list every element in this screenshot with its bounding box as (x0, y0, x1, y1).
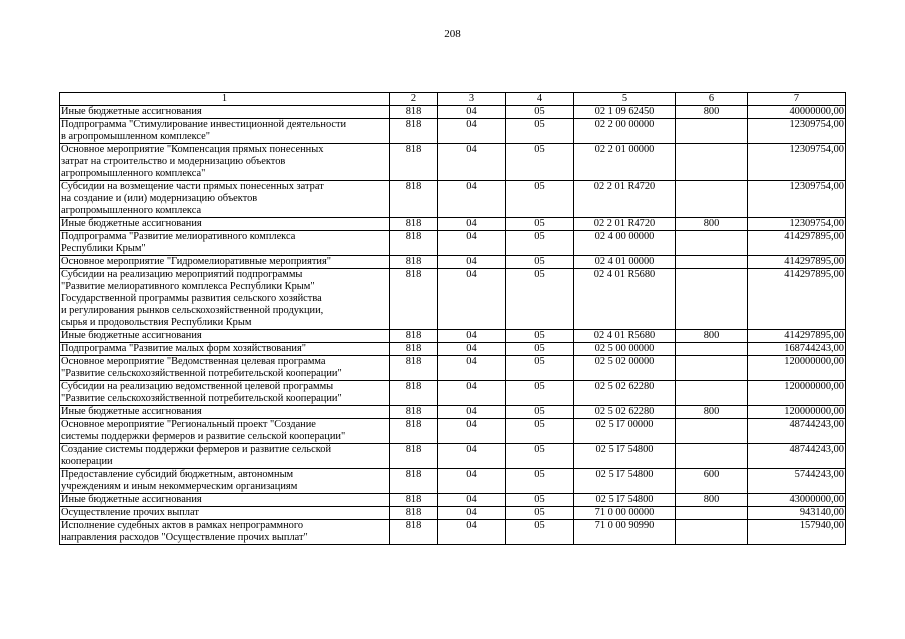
cell-target-article: 02 4 01 00000 (574, 256, 676, 269)
cell-section: 04 (438, 494, 506, 507)
cell-expense-type (676, 343, 748, 356)
cell-subsection: 05 (506, 419, 574, 444)
cell-subsection: 05 (506, 356, 574, 381)
cell-ministry-code: 818 (390, 494, 438, 507)
cell-subsection: 05 (506, 444, 574, 469)
cell-amount: 12309754,00 (748, 144, 846, 181)
cell-ministry-code: 818 (390, 444, 438, 469)
cell-ministry-code: 818 (390, 181, 438, 218)
cell-section: 04 (438, 419, 506, 444)
cell-expense-type (676, 419, 748, 444)
cell-name: Подпрограмма "Развитие мелиоративного комплекса Республики Крым" (60, 231, 390, 256)
cell-expense-type (676, 256, 748, 269)
cell-amount: 414297895,00 (748, 256, 846, 269)
cell-subsection: 05 (506, 218, 574, 231)
cell-amount: 943140,00 (748, 507, 846, 520)
cell-name: Иные бюджетные ассигнования (60, 106, 390, 119)
cell-target-article: 02 5 I7 00000 (574, 419, 676, 444)
cell-subsection: 05 (506, 119, 574, 144)
table-row (60, 269, 846, 330)
cell-target-article: 02 2 01 R4720 (574, 218, 676, 231)
cell-subsection: 05 (506, 381, 574, 406)
cell-expense-type (676, 381, 748, 406)
table-row (60, 469, 846, 494)
column-header-5: 5 (574, 93, 676, 106)
cell-target-article: 02 2 01 R4720 (574, 181, 676, 218)
column-header-1: 1 (60, 93, 390, 106)
cell-amount: 48744243,00 (748, 419, 846, 444)
cell-amount: 157940,00 (748, 520, 846, 545)
cell-name: Исполнение судебных актов в рамках непрограммного направления расходов "Осуществление прочих выплат" (60, 520, 390, 545)
column-header-3: 3 (438, 93, 506, 106)
table-row (60, 106, 846, 119)
cell-section: 04 (438, 381, 506, 406)
cell-section: 04 (438, 119, 506, 144)
table-row (60, 494, 846, 507)
cell-expense-type: 600 (676, 469, 748, 494)
cell-subsection: 05 (506, 330, 574, 343)
cell-target-article: 02 5 02 00000 (574, 356, 676, 381)
cell-name: Подпрограмма "Развитие малых форм хозяйствования" (60, 343, 390, 356)
cell-ministry-code: 818 (390, 269, 438, 330)
table-row (60, 181, 846, 218)
cell-amount: 414297895,00 (748, 231, 846, 256)
cell-ministry-code: 818 (390, 330, 438, 343)
cell-amount: 120000000,00 (748, 356, 846, 381)
cell-section: 04 (438, 231, 506, 256)
column-header-2: 2 (390, 93, 438, 106)
column-header-6: 6 (676, 93, 748, 106)
cell-target-article: 02 5 I7 54800 (574, 494, 676, 507)
cell-amount: 414297895,00 (748, 330, 846, 343)
table-row (60, 381, 846, 406)
table-row (60, 406, 846, 419)
cell-section: 04 (438, 469, 506, 494)
cell-ministry-code: 818 (390, 419, 438, 444)
cell-ministry-code: 818 (390, 469, 438, 494)
cell-section: 04 (438, 356, 506, 381)
cell-target-article: 02 4 01 R5680 (574, 269, 676, 330)
cell-amount: 12309754,00 (748, 119, 846, 144)
cell-name: Иные бюджетные ассигнования (60, 330, 390, 343)
cell-target-article: 02 5 00 00000 (574, 343, 676, 356)
cell-target-article: 02 2 00 00000 (574, 119, 676, 144)
cell-section: 04 (438, 218, 506, 231)
cell-section: 04 (438, 330, 506, 343)
cell-expense-type: 800 (676, 106, 748, 119)
cell-section: 04 (438, 181, 506, 218)
cell-expense-type (676, 144, 748, 181)
table-body (60, 106, 846, 545)
cell-target-article: 71 0 00 90990 (574, 520, 676, 545)
cell-name: Создание системы поддержки фермеров и развитие сельской кооперации (60, 444, 390, 469)
column-header-7: 7 (748, 93, 846, 106)
cell-ministry-code: 818 (390, 119, 438, 144)
cell-ministry-code: 818 (390, 520, 438, 545)
cell-section: 04 (438, 106, 506, 119)
cell-section: 04 (438, 520, 506, 545)
cell-amount: 40000000,00 (748, 106, 846, 119)
table-row (60, 444, 846, 469)
cell-amount: 12309754,00 (748, 181, 846, 218)
cell-ministry-code: 818 (390, 406, 438, 419)
cell-name: Субсидии на возмещение части прямых понесенных затрат на создание и (или) модернизацию объектов агропромышленного комплекса (60, 181, 390, 218)
table-row (60, 507, 846, 520)
cell-target-article: 02 5 02 62280 (574, 381, 676, 406)
cell-subsection: 05 (506, 144, 574, 181)
cell-amount: 43000000,00 (748, 494, 846, 507)
cell-name: Иные бюджетные ассигнования (60, 218, 390, 231)
cell-amount: 168744243,00 (748, 343, 846, 356)
cell-subsection: 05 (506, 231, 574, 256)
page-number: 208 (444, 28, 461, 40)
cell-target-article: 02 2 01 00000 (574, 144, 676, 181)
cell-name: Субсидии на реализацию мероприятий подпрограммы "Развитие мелиоративного комплекса Республики Крым" Государственной программы развития сельского хозяйства и регулирования рынков сельскохозяйственной продукции, сырья и продовольствия Республики Крым (60, 269, 390, 330)
cell-expense-type (676, 231, 748, 256)
cell-subsection: 05 (506, 507, 574, 520)
cell-expense-type (676, 507, 748, 520)
table-row (60, 218, 846, 231)
cell-name: Основное мероприятие "Гидромелиоративные мероприятия" (60, 256, 390, 269)
cell-section: 04 (438, 144, 506, 181)
cell-subsection: 05 (506, 181, 574, 218)
cell-expense-type (676, 119, 748, 144)
cell-expense-type: 800 (676, 218, 748, 231)
cell-section: 04 (438, 256, 506, 269)
cell-expense-type: 800 (676, 494, 748, 507)
budget-table (59, 92, 846, 545)
cell-subsection: 05 (506, 269, 574, 330)
table-row (60, 356, 846, 381)
cell-ministry-code: 818 (390, 231, 438, 256)
cell-subsection: 05 (506, 520, 574, 545)
cell-amount: 120000000,00 (748, 381, 846, 406)
column-header-4: 4 (506, 93, 574, 106)
cell-ministry-code: 818 (390, 106, 438, 119)
cell-amount: 48744243,00 (748, 444, 846, 469)
cell-target-article: 71 0 00 00000 (574, 507, 676, 520)
cell-name: Осуществление прочих выплат (60, 507, 390, 520)
cell-amount: 12309754,00 (748, 218, 846, 231)
cell-target-article: 02 4 00 00000 (574, 231, 676, 256)
cell-expense-type (676, 356, 748, 381)
cell-ministry-code: 818 (390, 381, 438, 406)
header-row (60, 93, 846, 106)
cell-expense-type (676, 520, 748, 545)
table-row (60, 231, 846, 256)
table-row (60, 256, 846, 269)
cell-subsection: 05 (506, 406, 574, 419)
cell-ministry-code: 818 (390, 218, 438, 231)
cell-section: 04 (438, 444, 506, 469)
cell-target-article: 02 5 02 62280 (574, 406, 676, 419)
cell-name: Иные бюджетные ассигнования (60, 406, 390, 419)
cell-subsection: 05 (506, 106, 574, 119)
table-row (60, 343, 846, 356)
cell-amount: 120000000,00 (748, 406, 846, 419)
cell-name: Иные бюджетные ассигнования (60, 494, 390, 507)
table-row (60, 330, 846, 343)
cell-expense-type (676, 444, 748, 469)
cell-name: Основное мероприятие "Региональный проект "Создание системы поддержки фермеров и развитие сельской кооперации" (60, 419, 390, 444)
cell-name: Подпрограмма "Стимулирование инвестиционной деятельности в агропромышленном комплексе" (60, 119, 390, 144)
cell-expense-type (676, 181, 748, 218)
cell-name: Основное мероприятие "Ведомственная целевая программа "Развитие сельскохозяйственной потребительской кооперации" (60, 356, 390, 381)
cell-section: 04 (438, 406, 506, 419)
cell-target-article: 02 4 01 R5680 (574, 330, 676, 343)
table-row (60, 520, 846, 545)
cell-ministry-code: 818 (390, 356, 438, 381)
cell-ministry-code: 818 (390, 256, 438, 269)
cell-name: Основное мероприятие "Компенсация прямых понесенных затрат на строительство и модернизацию объектов агропромышленного комплекса" (60, 144, 390, 181)
table-row (60, 119, 846, 144)
cell-subsection: 05 (506, 256, 574, 269)
cell-subsection: 05 (506, 469, 574, 494)
cell-ministry-code: 818 (390, 343, 438, 356)
table-row (60, 419, 846, 444)
cell-name: Предоставление субсидий бюджетным, автономным учреждениям и иным некоммерческим организациям (60, 469, 390, 494)
cell-expense-type (676, 269, 748, 330)
cell-amount: 414297895,00 (748, 269, 846, 330)
cell-section: 04 (438, 269, 506, 330)
cell-ministry-code: 818 (390, 144, 438, 181)
cell-amount: 5744243,00 (748, 469, 846, 494)
cell-section: 04 (438, 507, 506, 520)
cell-subsection: 05 (506, 343, 574, 356)
cell-target-article: 02 1 09 62450 (574, 106, 676, 119)
cell-expense-type: 800 (676, 330, 748, 343)
cell-name: Субсидии на реализацию ведомственной целевой программы "Развитие сельскохозяйственной потребительской кооперации" (60, 381, 390, 406)
cell-section: 04 (438, 343, 506, 356)
cell-subsection: 05 (506, 494, 574, 507)
cell-target-article: 02 5 I7 54800 (574, 444, 676, 469)
cell-expense-type: 800 (676, 406, 748, 419)
table-row (60, 144, 846, 181)
cell-target-article: 02 5 I7 54800 (574, 469, 676, 494)
cell-ministry-code: 818 (390, 507, 438, 520)
